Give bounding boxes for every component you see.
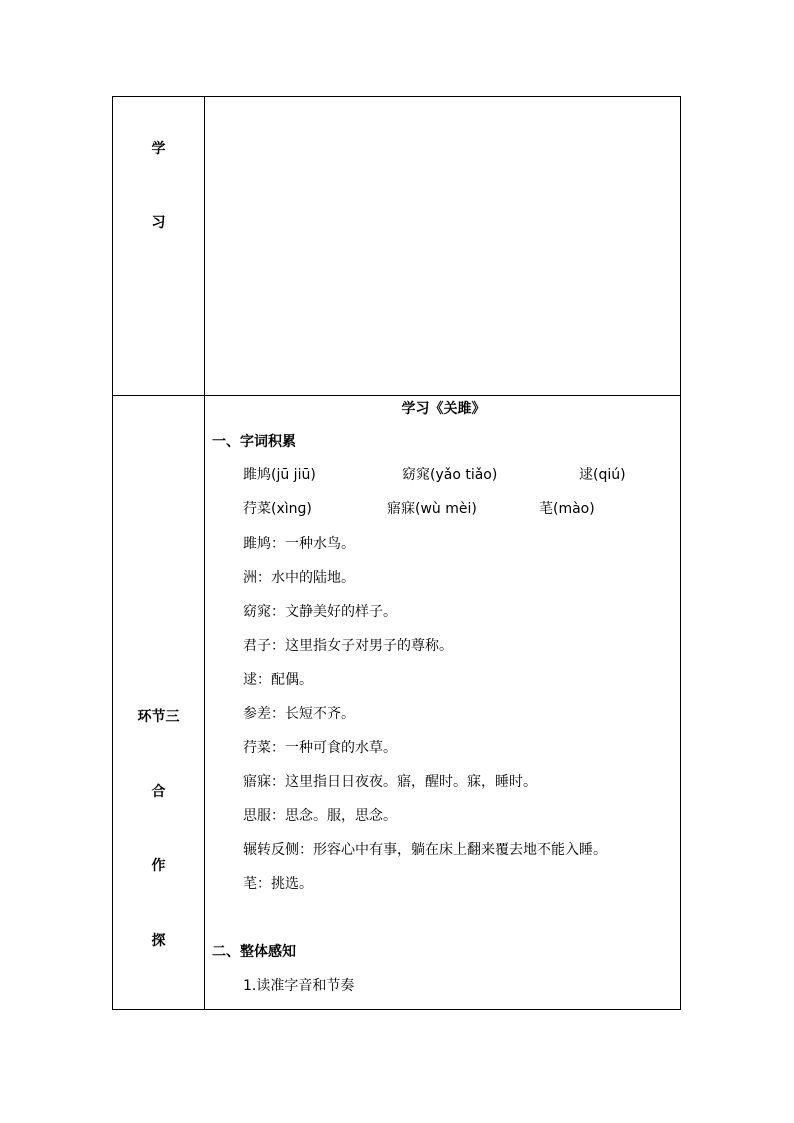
section-label: 环节三 xyxy=(137,709,180,725)
column-divider xyxy=(204,97,205,1009)
definition-item: 窈窕：文静美好的样子。 xyxy=(243,604,397,620)
pinyin-item: 逑(qiú) xyxy=(579,467,626,483)
lesson-table xyxy=(112,96,681,1010)
definition-item: 荇菜：一种可食的水草。 xyxy=(243,740,397,756)
section1-heading: 一、字词积累 xyxy=(212,434,296,450)
section2-heading: 二、整体感知 xyxy=(212,944,296,960)
definition-item: 芼：挑选。 xyxy=(243,876,313,892)
vertical-char-he: 合 xyxy=(151,784,166,800)
pinyin-item: 芼(mào) xyxy=(539,501,595,517)
row-divider xyxy=(113,395,680,396)
pinyin-item: 雎鸠(jū jiū) xyxy=(243,467,316,483)
definition-item: 雎鸠：一种水鸟。 xyxy=(243,536,355,552)
definition-item: 思服：思念。服，思念。 xyxy=(243,808,397,824)
pinyin-item: 荇菜(xìnɡ) xyxy=(243,501,312,517)
definition-item: 逑：配偶。 xyxy=(243,672,313,688)
pinyin-item: 窈窕(yǎo tiǎo) xyxy=(402,467,498,483)
left-char-xi: 习 xyxy=(151,215,166,231)
lesson-title: 学习《关雎》 xyxy=(401,401,486,417)
definition-item: 辗转反侧：形容心中有事，躺在床上翻来覆去地不能入睡。 xyxy=(243,842,607,858)
vertical-char-zuo: 作 xyxy=(151,858,166,874)
vertical-char-tan: 探 xyxy=(151,933,166,949)
pinyin-item: 寤寐(wù mèi) xyxy=(387,501,477,517)
definition-item: 参差：长短不齐。 xyxy=(243,706,355,722)
definition-item: 洲：水中的陆地。 xyxy=(243,570,355,586)
section2-item: 1.读准字音和节奏 xyxy=(243,978,355,994)
left-char-xue: 学 xyxy=(151,141,166,157)
definition-item: 君子：这里指女子对男子的尊称。 xyxy=(243,638,453,654)
definition-item: 寤寐：这里指日日夜夜。寤，醒时。寐，睡时。 xyxy=(243,774,537,790)
